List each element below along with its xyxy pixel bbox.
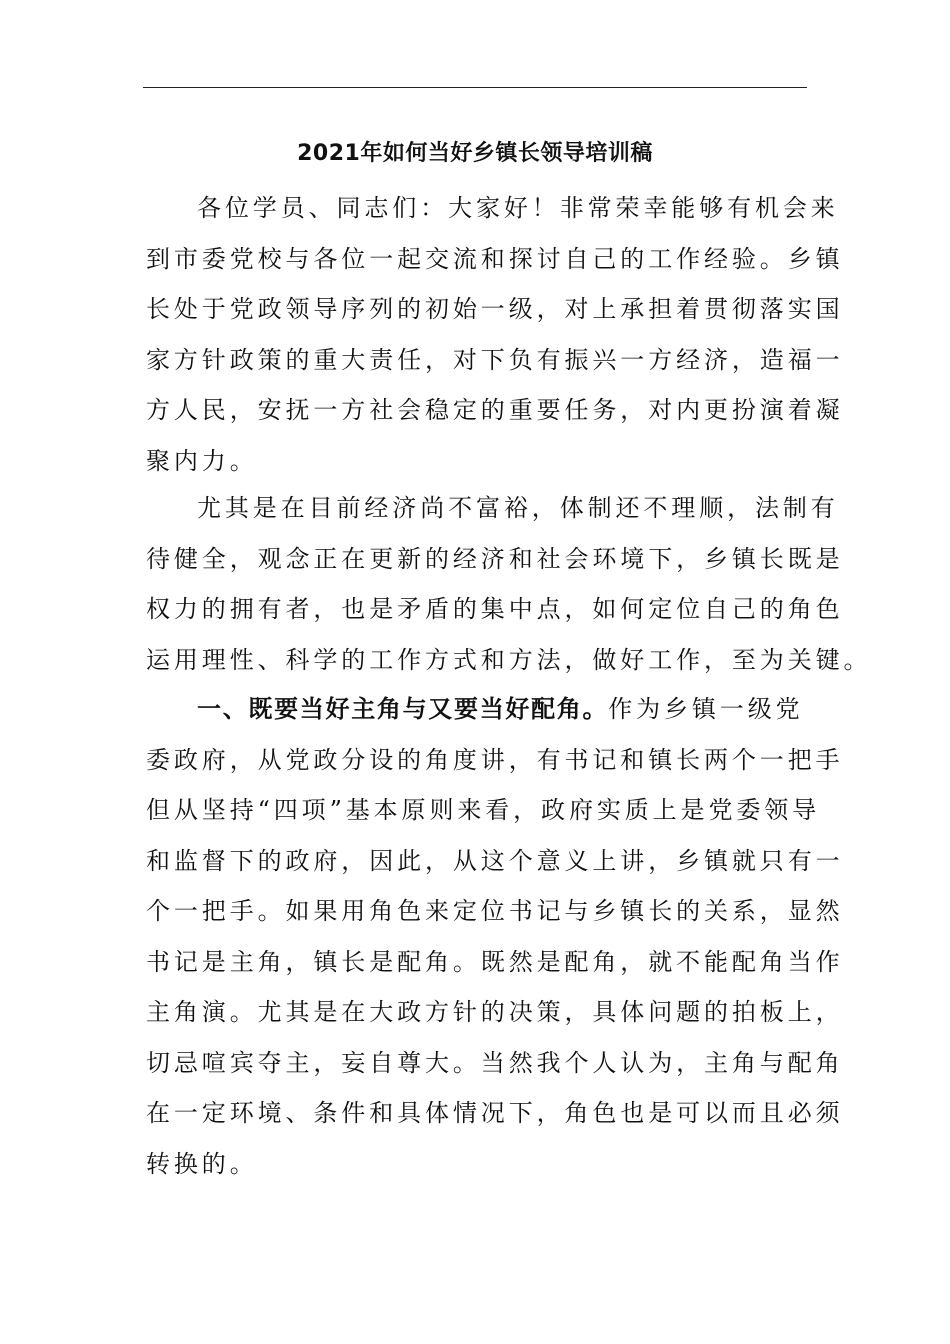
paragraph-line: 和监督下的政府，因此，从这个意义上讲，乡镇就只有一 <box>146 846 844 875</box>
paragraph-text: 作为乡镇一级党 <box>608 695 804 723</box>
paragraph-line: 家方针政策的重大责任，对下负有振兴一方经济，造福一 <box>146 345 844 374</box>
paragraph-line: 转换的。 <box>146 1149 258 1178</box>
header-rule <box>143 87 807 88</box>
paragraph-section-one <box>146 684 844 1189</box>
paragraph-line: 各位学员、同志们：大家好！非常荣幸能够有机会来 <box>197 194 839 222</box>
paragraph-line <box>146 684 812 735</box>
paragraph-line: 尤其是在目前经济尚不富裕，体制还不理顺，法制有 <box>197 494 839 522</box>
paragraph-line: 在一定环境、条件和具体情况下，角色也是可以而且必须 <box>146 1099 844 1127</box>
paragraph-line: 主角演。尤其是在大政方针的决策，具体问题的拍板上， <box>146 998 844 1026</box>
paragraph-line: 书记是主角，镇长是配角。既然是配角，就不能配角当作 <box>146 947 844 976</box>
paragraph-line: 长处于党政领导序列的初始一级，对上承担着贯彻落实国 <box>146 295 844 323</box>
document-title: 2021年如何当好乡镇长领导培训稿 <box>297 141 653 166</box>
paragraph-line: 切忌喧宾夺主，妄自尊大。当然我个人认为，主角与配角 <box>146 1048 844 1077</box>
paragraph-line: 个一把手。如果用角色来定位书记与乡镇长的关系，显然 <box>146 897 844 925</box>
section-heading: 一、既要当好主角与又要当好配角。 <box>197 695 609 723</box>
paragraph-line: 委政府，从党政分设的角度讲，有书记和镇长两个一把手 <box>146 745 844 774</box>
paragraph-line: 到市委党校与各位一起交流和探讨自己的工作经验。乡镇 <box>146 244 844 273</box>
paragraph-line: 待健全，观念正在更新的经济和社会环境下，乡镇长既是 <box>146 544 844 573</box>
paragraph-context <box>146 483 872 685</box>
paragraph-line: 但从坚持“四项”基本原则来看，政府实质上是党委领导 <box>146 796 821 824</box>
paragraph-line: 权力的拥有者，也是矛盾的集中点，如何定位自己的角色 <box>146 595 844 623</box>
paragraph-line: 聚内力。 <box>146 446 258 475</box>
paragraph-line: 运用理性、科学的工作方式和方法，做好工作，至为关键。 <box>146 645 872 674</box>
paragraph-line: 方人民，安抚一方社会稳定的重要任务，对内更扮演着凝 <box>146 396 844 424</box>
paragraph-greeting <box>146 183 844 486</box>
